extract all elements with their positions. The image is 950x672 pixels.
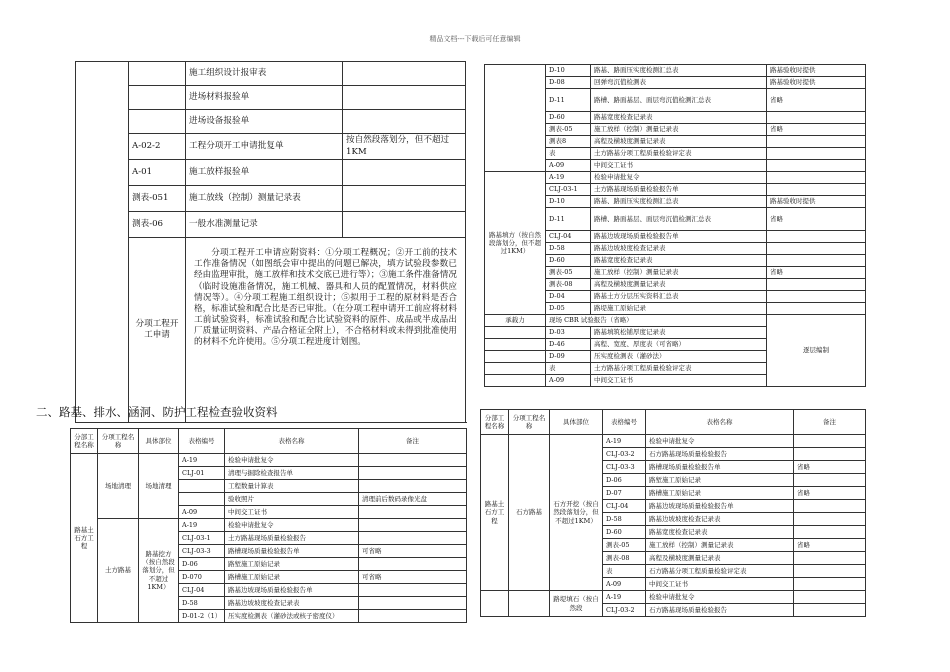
note-cell: 省略 [794, 539, 866, 552]
form-name: 路基宽度检查记录表 [646, 526, 794, 539]
note-cell: 路基验收时提供 [767, 196, 866, 208]
form-code: 现场 CBR 试验报告（省略） [546, 315, 767, 327]
table-row [76, 86, 466, 110]
location-cell: 路基填方（按自然段落划分，但不超过1KM） [485, 172, 546, 315]
form-code [179, 480, 225, 493]
form-code: 测表8 [546, 136, 591, 148]
form-code: D-06 [603, 474, 646, 487]
form-code: CLJ-03-1 [546, 184, 591, 196]
form-code: 测表-08 [603, 552, 646, 565]
form-code: CLJ-03-3 [603, 461, 646, 474]
form-name: 路基填筑松铺厚度记录表 [591, 327, 767, 339]
note-cell [767, 255, 866, 267]
blank-cell [485, 351, 546, 363]
table-row [485, 172, 866, 184]
note-cell [343, 186, 466, 212]
form-code: A-09 [603, 578, 646, 591]
table-row [76, 238, 466, 423]
form-code: D-09 [546, 351, 591, 363]
form-code: CLJ-03-2 [603, 448, 646, 461]
form-name: 路基边坡现场质量检验报告单 [646, 500, 794, 513]
note-cell [359, 506, 467, 519]
note-cell [359, 519, 467, 532]
form-name: 路堑施工原始记录 [646, 474, 794, 487]
location-cell: 路基挖方（按自然段落划分，但不超过1KM） [139, 519, 179, 623]
column-header: 表格名称 [646, 410, 794, 435]
form-code: 测表-051 [129, 186, 186, 212]
form-code: D-05 [546, 303, 591, 315]
column-header: 备注 [359, 429, 467, 454]
form-code: D-07 [603, 487, 646, 500]
form-code: D-46 [546, 339, 591, 351]
form-code: A-19 [179, 454, 225, 467]
note-cell [767, 148, 866, 160]
form-code: D-58 [603, 513, 646, 526]
note-cell [794, 578, 866, 591]
form-code: D-11 [546, 89, 591, 112]
table-row [76, 212, 466, 238]
note-cell [767, 160, 866, 172]
form-name: 路堑施工原始记录 [225, 558, 359, 571]
note-cell: 逐层编制 [767, 315, 866, 387]
form-code: D-04 [546, 291, 591, 303]
form-name: 回弹弯沉值检测表 [591, 77, 767, 89]
note-cell [343, 62, 466, 86]
note-cell [794, 435, 866, 448]
header-row [481, 410, 866, 435]
form-code: CLJ-04 [179, 584, 225, 597]
location-cell: 路堤填石（按自然段 [550, 591, 603, 617]
form-name: 检验申请批复令 [225, 454, 359, 467]
location-cell: 承载力 [485, 315, 546, 327]
form-code: D-60 [546, 112, 591, 124]
form-name: 压实度检测表（灌砂法） [591, 351, 767, 363]
note-cell [359, 558, 467, 571]
form-name: 路槽施工原始记录 [225, 571, 359, 584]
form-code: D-06 [179, 558, 225, 571]
note-cell: 路基验收时提供 [767, 77, 866, 89]
form-code: D-60 [546, 255, 591, 267]
form-name: 施工放线（控制）测量记录表 [186, 186, 343, 212]
form-name: 石方路基分项工程质量检验评定表 [646, 565, 794, 578]
form-name: 工程数量计算表 [225, 480, 359, 493]
roadbed-table-left [70, 428, 467, 623]
note-cell [794, 552, 866, 565]
form-code: CLJ-04 [603, 500, 646, 513]
form-code: 测表-08 [546, 279, 591, 291]
form-code: D-01-2（1） [179, 610, 225, 623]
form-code: 测表-05 [603, 539, 646, 552]
form-name: 石方路基现场质量检验报告 [646, 604, 794, 617]
form-name: 施工放样（控制）测量记录表 [591, 267, 767, 279]
form-code: 测表-05 [546, 124, 591, 136]
form-name: 高程及横坡度测量记录表 [646, 552, 794, 565]
form-code: CLJ-03-3 [179, 545, 225, 558]
form-code [179, 493, 225, 506]
location-cell: 石方开挖（按自然段落划分，但不超过1KM） [550, 435, 603, 591]
form-name: 路基宽度检查记录表 [591, 255, 767, 267]
blank-cell [485, 339, 546, 351]
form-name: 验收照片 [225, 493, 359, 506]
column-header: 表格编号 [179, 429, 225, 454]
table-row [76, 62, 466, 86]
form-name: 路基边坡现场质量检验报告单 [591, 231, 767, 243]
note-cell: 省略 [794, 461, 866, 474]
form-name: 石方路基现场质量检验报告 [646, 448, 794, 461]
form-name: 路基边坡现场质量检验报告单 [225, 584, 359, 597]
item-name: 石方路基 [509, 435, 550, 591]
blank-cell [485, 375, 546, 387]
note-cell [359, 467, 467, 480]
note-cell [359, 480, 467, 493]
note-cell [794, 513, 866, 526]
column-header: 具体部位 [139, 429, 179, 454]
note-cell [794, 474, 866, 487]
note-cell [767, 279, 866, 291]
form-code: 测表-06 [129, 212, 186, 238]
form-name: 压实度检测表（灌砂法或核子密度仪） [225, 610, 359, 623]
note-cell [794, 526, 866, 539]
note-cell: 省略 [794, 487, 866, 500]
form-name: 施工放样报验单 [186, 160, 343, 186]
column-header: 备注 [794, 410, 866, 435]
form-name: 路堤施工原始记录 [591, 303, 767, 315]
form-code: D-58 [179, 597, 225, 610]
form-name: 路基、路面压实度检测汇总表 [591, 196, 767, 208]
note-cell [767, 303, 866, 315]
form-code: D-03 [546, 327, 591, 339]
column-header: 具体部位 [550, 410, 603, 435]
form-code: D-10 [546, 65, 591, 77]
table-row [485, 315, 866, 327]
form-name: 进场设备报验单 [186, 110, 343, 134]
form-name: 检验申请批复令 [646, 435, 794, 448]
note-cell [343, 110, 466, 134]
form-name: 施工组织设计报审表 [186, 62, 343, 86]
form-name: 路基边坡坡度检查记录表 [225, 597, 359, 610]
header-row [71, 429, 467, 454]
form-code: A-09 [546, 160, 591, 172]
blank-cell [129, 62, 186, 86]
note-cell: 省略 [767, 89, 866, 112]
note-cell [767, 136, 866, 148]
table-row [76, 110, 466, 134]
table-row [481, 435, 866, 448]
column-header: 表格名称 [225, 429, 359, 454]
form-name: 工程分项开工申请批复单 [186, 134, 343, 160]
note-cell [767, 172, 866, 184]
rock-roadbed-table [480, 409, 866, 617]
form-code: D-60 [603, 526, 646, 539]
item-name: 土方路基 [98, 519, 139, 623]
form-code: CLJ-04 [546, 231, 591, 243]
note-cell: 省略 [767, 208, 866, 231]
form-code: CLJ-01 [179, 467, 225, 480]
form-name: 清理与掘除检查报告单 [225, 467, 359, 480]
form-name: 路槽、路面基层、面层弯沉值检测汇总表 [591, 208, 767, 231]
note-cell [343, 160, 466, 186]
form-code: 表 [546, 148, 591, 160]
form-name: 土方路基现场质量检验报告 [225, 532, 359, 545]
application-table [75, 61, 466, 423]
page-header: 精品文档---下载后可任意编辑 [429, 35, 521, 43]
note-cell [767, 243, 866, 255]
table-row [76, 160, 466, 186]
form-code: A-01 [129, 160, 186, 186]
side-label: 分项工程开工申请 [129, 238, 186, 423]
form-code: 表 [546, 363, 591, 375]
requirements-paragraph: 分项工程开工申请应附资料：①分项工程概况；②开工前的技术工作准备情况（如图纸会审中提出的问题已解决，填方试验段参数已经由监理审批，施工放样和技术交底已进行等）；③施工条件准备情况（临时设施准备情况，施工机械、器具和人员的配置情况，材料供应情况等）。④分项工程施工组织设计；⑤拟用于工程的原材料是否合格，标准试验和配合比是否已审批。（在分项工程申请开工前应将材料工前试验资料，标准试验和配合比试验资料的原件、成品或半成品出厂质量证明资料、产品合格证全附上），不合格材料或未得到批准使用的材料不允许使用。⑤分项工程进度计划图。 [186, 238, 466, 423]
form-code: 测表-05 [546, 267, 591, 279]
column-header: 分项工程名称 [98, 429, 139, 454]
form-code: D-11 [546, 208, 591, 231]
form-code: A-19 [546, 172, 591, 184]
form-code: CLJ-03-1 [179, 532, 225, 545]
form-name: 高程及横坡度测量记录表 [591, 279, 767, 291]
form-code: D-070 [179, 571, 225, 584]
blank-cell [129, 86, 186, 110]
note-cell [794, 604, 866, 617]
note-cell [359, 584, 467, 597]
form-name: 进场材料报验单 [186, 86, 343, 110]
form-code: 表 [603, 565, 646, 578]
note-cell [359, 454, 467, 467]
location-cell: 场地清理 [139, 454, 179, 519]
note-cell [794, 591, 866, 604]
form-name: 路基边坡坡度检查记录表 [591, 243, 767, 255]
blank-cell [509, 591, 550, 617]
form-code: D-08 [546, 77, 591, 89]
column-header: 分项工程名称 [509, 410, 550, 435]
form-name: 检验申请批复令 [225, 519, 359, 532]
note-cell [343, 86, 466, 110]
form-name: 高程、宽度、厚度表（可省略） [591, 339, 767, 351]
form-name: 路槽现场质量检验报告单 [225, 545, 359, 558]
note-cell [359, 532, 467, 545]
form-code: A-02-2 [129, 134, 186, 160]
form-code: A-09 [179, 506, 225, 519]
blank-cell [485, 363, 546, 375]
note-cell: 可省略 [359, 545, 467, 558]
note-cell: 省略 [767, 267, 866, 279]
note-cell: 省略 [767, 124, 866, 136]
form-name: 一般水准测量记录 [186, 212, 343, 238]
note-cell [794, 500, 866, 513]
note-cell: 可省略 [359, 571, 467, 584]
note-cell [794, 448, 866, 461]
note-cell: 路基验收时提供 [767, 65, 866, 77]
form-code: CLJ-03-2 [603, 604, 646, 617]
form-name: 路基土方分层压实资料汇总表 [591, 291, 767, 303]
form-name: 土方路基分项工程质量检验评定表 [591, 363, 767, 375]
form-code: D-58 [546, 243, 591, 255]
note-cell [767, 291, 866, 303]
form-name: 路槽、路面基层、面层弯沉值检测汇总表 [591, 89, 767, 112]
form-code: A-19 [603, 435, 646, 448]
blank-cell [129, 110, 186, 134]
form-name: 土方路基分项工程质量检验评定表 [591, 148, 767, 160]
note-cell: 清理前后数码录像光盘 [359, 493, 467, 506]
form-name: 中间交工证书 [591, 160, 767, 172]
form-name: 路基、路面压实度检测汇总表 [591, 65, 767, 77]
form-code: D-10 [546, 196, 591, 208]
division-name: 路基土石方工程 [481, 435, 509, 591]
note-cell [359, 597, 467, 610]
form-name: 施工放样（控制）测量记录表 [591, 124, 767, 136]
form-name: 高程及横坡度测量记录表 [591, 136, 767, 148]
note-cell [359, 610, 467, 623]
form-name: 路槽施工原始记录 [646, 487, 794, 500]
note-cell [794, 565, 866, 578]
form-name: 检验申请批复令 [646, 591, 794, 604]
form-code: A-19 [603, 591, 646, 604]
column-header: 分部工程名称 [71, 429, 98, 454]
item-name: 场地清理 [98, 454, 139, 519]
blank-cell [481, 591, 509, 617]
form-name: 路槽现场质量检验报告单 [646, 461, 794, 474]
note-cell [343, 212, 466, 238]
column-header: 表格编号 [603, 410, 646, 435]
note-cell [767, 231, 866, 243]
section-title: 二、路基、排水、涵洞、防护工程检查验收资料 [36, 405, 278, 419]
form-name: 土方路基现场质量检验报告单 [591, 184, 767, 196]
form-name: 路基宽度检查记录表 [591, 112, 767, 124]
note-cell: 按自然段落划分，但不超过1KM [343, 134, 466, 160]
form-name: 检验申请批复令 [591, 172, 767, 184]
roadbed-table-right-top [484, 64, 866, 387]
division-name: 路基土石方工程 [71, 454, 98, 623]
table-row [481, 591, 866, 604]
form-code: A-09 [546, 375, 591, 387]
form-name: 路基边坡坡度检查记录表 [646, 513, 794, 526]
table-row [76, 134, 466, 160]
table-row [71, 519, 467, 532]
blank-cell [485, 65, 546, 172]
table-row [485, 65, 866, 77]
note-cell [767, 112, 866, 124]
note-cell [767, 184, 866, 196]
form-name: 中间交工证书 [225, 506, 359, 519]
form-name: 中间交工证书 [646, 578, 794, 591]
form-code: A-19 [179, 519, 225, 532]
table-row [76, 186, 466, 212]
table-row [71, 454, 467, 467]
form-name: 中间交工证书 [591, 375, 767, 387]
blank-cell [485, 327, 546, 339]
column-header: 分部工程名称 [481, 410, 509, 435]
form-name: 施工放样（控制）测量记录表 [646, 539, 794, 552]
blank-cell [76, 62, 129, 423]
